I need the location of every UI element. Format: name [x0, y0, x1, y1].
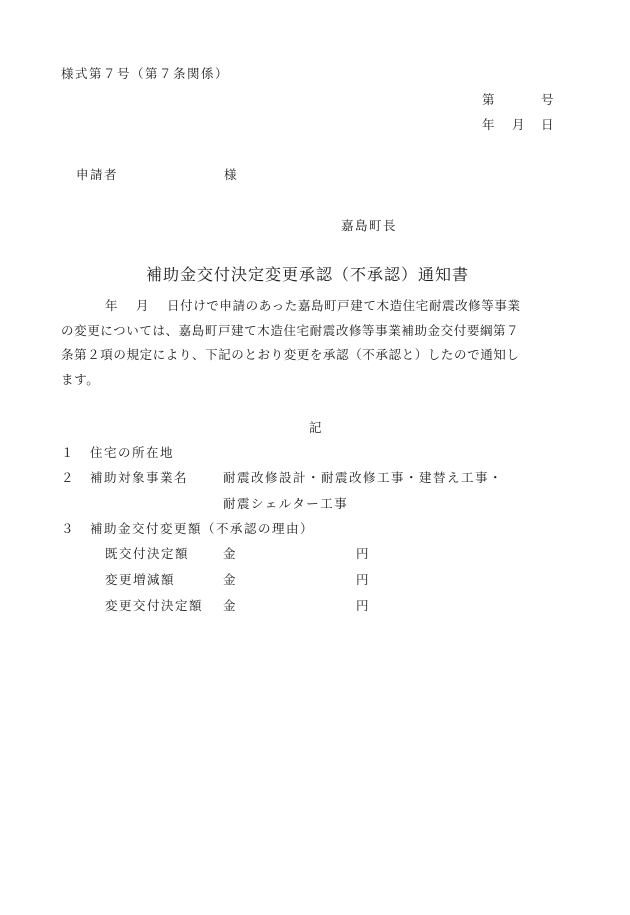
amount-kin-1: 金	[223, 546, 238, 561]
ki-heading: 記	[309, 420, 324, 435]
body-date-month: 月	[136, 298, 151, 313]
amount-label-2: 変更増減額	[105, 572, 176, 587]
amount-yen-2: 円	[356, 572, 371, 587]
date-year: 年	[482, 117, 497, 132]
item-3-label: 補助金交付変更額（不承認の理由）	[90, 521, 315, 536]
date-month: 月	[512, 117, 527, 132]
item-2-value-2: 耐震シェルター工事	[223, 496, 349, 511]
item-2-number: ２	[61, 470, 76, 485]
body-line-2: の変更については、嘉島町戸建て木造住宅耐震改修等事業補助金交付要綱第７	[61, 322, 520, 338]
applicant-suffix: 様	[224, 167, 239, 182]
applicant-label: 申請者	[76, 167, 119, 182]
item-1-number: １	[61, 445, 76, 460]
date-day: 日	[541, 117, 556, 132]
body-line-1: 日付けで申請のあった嘉島町戸建て木造住宅耐震改修等事業	[167, 298, 521, 313]
item-3-number: ３	[61, 521, 76, 536]
amount-kin-2: 金	[223, 572, 238, 587]
number-go: 号	[541, 92, 556, 107]
item-2-value-1: 耐震改修設計・耐震改修工事・建替え工事・	[223, 470, 504, 485]
form-label: 様式第７号（第７条関係）	[61, 66, 230, 81]
number-dai: 第	[482, 92, 497, 107]
amount-label-1: 既交付決定額	[105, 546, 190, 561]
body-line-3: 条第２項の規定により、下記のとおり変更を承認（不承認と）したので通知し	[61, 347, 520, 362]
document-title: 補助金交付決定変更承認（不承認）通知書	[146, 265, 470, 284]
body-text	[61, 294, 576, 392]
item-1-label: 住宅の所在地	[90, 445, 175, 460]
amount-yen-3: 円	[356, 598, 371, 613]
issuer-name: 嘉島町長	[341, 218, 398, 233]
body-line-4: ます。	[61, 371, 100, 387]
body-date-year: 年	[105, 298, 120, 313]
item-2-label: 補助対象事業名	[90, 470, 189, 485]
amount-kin-3: 金	[223, 598, 238, 613]
amount-yen-1: 円	[356, 546, 371, 561]
amount-label-3: 変更交付決定額	[105, 598, 204, 613]
